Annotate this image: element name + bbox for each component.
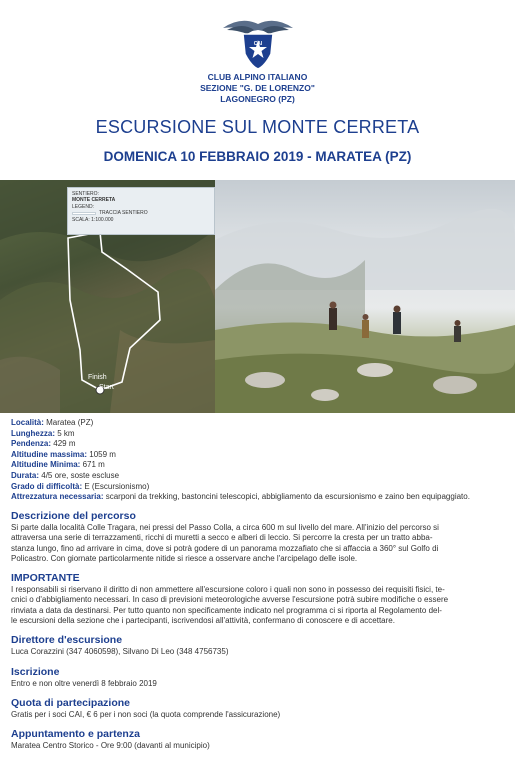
iscrizione-heading: Iscrizione — [11, 666, 60, 678]
detail-key: Lunghezza: — [11, 428, 55, 438]
org-line-1: CLUB ALPINO ITALIANO — [207, 72, 308, 82]
detail-row — [11, 460, 506, 471]
detail-value: 4/5 ore, soste escluse — [41, 470, 120, 480]
page-subtitle: DOMENICA 10 FEBBRAIO 2019 - MARATEA (PZ) — [103, 149, 412, 164]
descrizione-heading: Descrizione del percorso — [11, 510, 136, 522]
detail-row — [11, 482, 506, 493]
map-start-label: Start — [99, 384, 114, 391]
importante-section — [11, 572, 506, 627]
club-name — [0, 72, 515, 105]
importante-heading: IMPORTANTE — [11, 572, 80, 584]
appuntamento-section — [11, 728, 506, 751]
map-legend-box — [67, 187, 215, 235]
detail-key: Durata: — [11, 470, 40, 480]
map-sentiero-label: SENTIERO: — [72, 191, 99, 197]
map-scale: SCALA: 1:100.000 — [72, 216, 114, 223]
importante-line: rinviata a data da destinarsi. Per tutto quanto non specificamente indicato nel programma ci si riporta al Regolamento del- — [11, 605, 442, 615]
hikers-photo — [215, 180, 515, 413]
detail-value: Maratea (PZ) — [46, 418, 94, 427]
importante-line: le escursioni della sezione che i partecipanti, iscrivendosi all'attività, confermano di conoscere e di accettare. — [11, 616, 395, 626]
importante-line: I responsabili si riservano il diritto di non ammettere all'escursione coloro i quali non sono in possesso dei requisiti fisici, te- — [11, 585, 445, 594]
detail-value: E (Escursionismo) — [84, 481, 150, 491]
photo-strip — [0, 180, 515, 413]
trail-line-swatch — [72, 212, 96, 215]
detail-row — [11, 450, 506, 461]
direttore-heading: Direttore d'escursione — [11, 634, 123, 646]
map-legend-label: LEGEND: — [72, 203, 94, 210]
detail-value: 1059 m — [89, 449, 116, 459]
appuntamento-text: Maratea Centro Storico - Ore 9:00 (davanti al municipio) — [11, 741, 210, 750]
descrizione-section — [11, 510, 506, 565]
org-line-2: SEZIONE "G. DE LORENZO" — [200, 83, 315, 93]
importante-line: cnici o d'abbigliamento necessari. In caso di previsioni meteorologiche avverse l'escursione potrà subire modifiche o essere — [11, 595, 449, 605]
map-legend-item: TRACCIA SENTIERO — [99, 210, 148, 217]
detail-value: 671 m — [82, 460, 105, 470]
detail-row — [11, 439, 506, 450]
iscrizione-text: Entro e non oltre venerdì 8 febbraio 2019 — [11, 679, 157, 688]
direttore-text: Luca Corazzini (347 4060598), Silvano Di Leo (348 4756735) — [11, 647, 229, 656]
map-sentiero-name: MONTE CERRETA — [72, 197, 116, 204]
trail-map-image — [0, 180, 215, 413]
detail-key: Località: — [11, 418, 44, 427]
map-finish-label: Finish — [88, 374, 107, 381]
quota-text: Gratis per i soci CAI, € 6 per i non soci (la quota comprende l'assicurazione) — [11, 710, 281, 719]
detail-key: Attrezzatura necessaria: — [11, 492, 104, 502]
cai-eagle-logo — [221, 14, 295, 70]
detail-value: scarponi da trekking, bastoncini telescopici, abbigliamento da escursionismo e zaino ben equipaggiato. — [105, 492, 470, 502]
detail-value: 5 km — [57, 428, 75, 438]
appuntamento-heading: Appuntamento e partenza — [11, 728, 140, 740]
detail-key: Grado di difficoltà: — [11, 481, 83, 491]
quota-section — [11, 697, 506, 720]
descrizione-line: Si parte dalla località Colle Tragara, nei pressi del Passo Colla, a circa 600 m sul livello del mare. All'inizio del percorso si — [11, 523, 439, 532]
direttore-section — [11, 634, 506, 657]
detail-row — [11, 492, 506, 503]
logo-text: CAI — [253, 41, 263, 47]
detail-row — [11, 418, 506, 429]
detail-row — [11, 471, 506, 482]
org-line-3: LAGONEGRO (PZ) — [220, 94, 295, 104]
excursion-details — [11, 418, 506, 503]
detail-key: Altitudine massima: — [11, 449, 88, 459]
landscape-scene — [215, 180, 515, 413]
detail-value: 429 m — [53, 439, 76, 449]
descrizione-line: stanza lungo, fino ad arrivare in cima, dove si potrà godere di un panorama mozzafiato che si affaccia a 360° sul Golfo di — [11, 543, 439, 553]
descrizione-line: attraversa una serie di terrazzamenti, ricchi di muretti a secco e alberi di leccio. Si percorre la cresta per un tratto abba- — [11, 533, 433, 543]
detail-row — [11, 429, 506, 440]
detail-key: Pendenza: — [11, 439, 52, 449]
quota-heading: Quota di partecipazione — [11, 697, 131, 709]
descrizione-line: Policastro. Con giornate particolarmente nitide si riesce a osservare anche l'arcipelago delle isole. — [11, 554, 358, 564]
detail-key: Altitudine Minima: — [11, 460, 81, 470]
header — [0, 0, 515, 112]
page-title: ESCURSIONE SUL MONTE CERRETA — [95, 117, 420, 137]
iscrizione-section — [11, 666, 506, 689]
